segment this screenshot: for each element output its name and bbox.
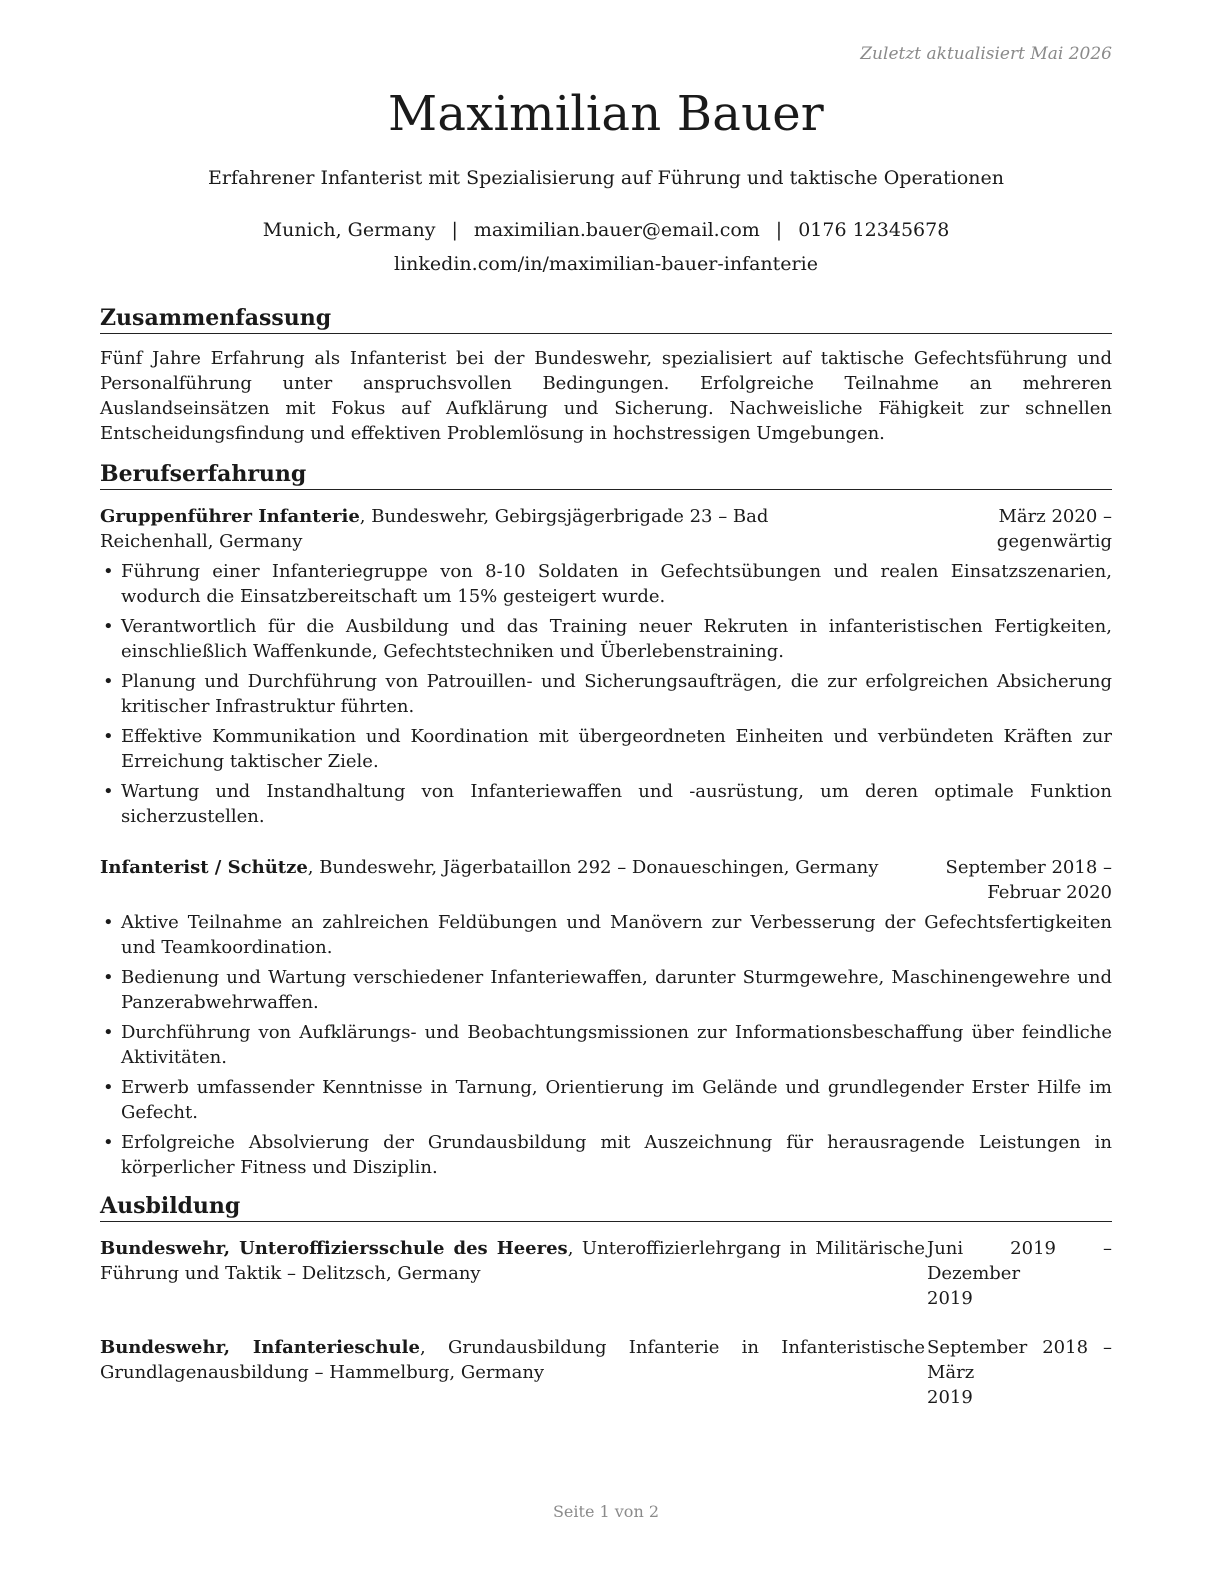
education-dates-end: 2019 (927, 1387, 973, 1408)
job-dates: März 2020 – gegenwärtig (996, 506, 1112, 552)
contact-line (100, 219, 1112, 241)
list-item (100, 1075, 1112, 1125)
bullet-icon: • (103, 616, 114, 637)
education-dates (927, 1236, 1112, 1311)
resume-content (100, 304, 1112, 1410)
job-details: , Bundeswehr, Gebirgsjägerbrigade 23 – Bad Reichenhall, Germany (100, 506, 769, 552)
contact-location: Munich, Germany (262, 219, 436, 241)
education-dates-start: Juni 2019 – Dezember (927, 1238, 1112, 1284)
list-item (100, 614, 1112, 664)
section-title-education: Ausbildung (100, 1192, 1112, 1222)
job-details: , Bundeswehr, Jägerbataillon 292 – Donaueschingen, Germany (307, 857, 879, 878)
list-item (100, 724, 1112, 774)
contact-linkedin[interactable]: linkedin.com/in/maximilian-bauer-infanterie (394, 253, 818, 275)
job-role: Gruppenführer Infanterie (100, 506, 360, 527)
contact-separator: | (451, 219, 458, 241)
job-header (100, 855, 1112, 905)
education-header (100, 1335, 1112, 1410)
contact-email[interactable]: maximilian.bauer@email.com (473, 219, 760, 241)
bullet-icon: • (103, 1132, 114, 1153)
job-title-line (100, 504, 883, 554)
education-header (100, 1236, 1112, 1311)
bullet-text: Bedienung und Wartung verschiedener Infanteriewaffen, darunter Sturmgewehre, Maschinengewehre und Panzerabwehrwaffen. (121, 967, 1112, 1013)
bullet-icon: • (103, 561, 114, 582)
section-title-experience: Berufserfahrung (100, 460, 1112, 490)
bullet-text: Verantwortlich für die Ausbildung und das Training neuer Rekruten in infanteristischen Fertigkeiten, einschließlich Waffenkunde, Gefechtstechniken und Überlebenstraining. (121, 616, 1112, 662)
last-updated-note: Zuletzt aktualisiert Mai 2026 (860, 44, 1112, 64)
bullet-text: Führung einer Infanteriegruppe von 8-10 Soldaten in Gefechtsübungen und realen Einsatzszenarien, wodurch die Einsatzbereitschaft um 15% gesteigert wurde. (121, 561, 1112, 607)
job-dates: September 2018 – Februar 2020 (945, 857, 1112, 903)
contact-phone[interactable]: 0176 12345678 (798, 219, 950, 241)
list-item (100, 779, 1112, 829)
bullet-text: Durchführung von Aufklärungs- und Beobachtungsmissionen zur Informationsbeschaffung über feindliche Aktivitäten. (121, 1022, 1112, 1068)
bullet-icon: • (103, 1022, 114, 1043)
bullet-icon: • (103, 781, 114, 802)
education-entry (100, 1236, 1112, 1311)
education-school: Bundeswehr, Infanterieschule (100, 1337, 420, 1358)
bullet-icon: • (103, 671, 114, 692)
bullet-icon: • (103, 726, 114, 747)
job-bullet-list (100, 559, 1112, 829)
bullet-text: Wartung und Instandhaltung von Infanteriewaffen und -ausrüstung, um deren optimale Funktion sicherzustellen. (121, 781, 1112, 827)
job-role: Infanterist / Schütze (100, 857, 308, 878)
bullet-icon: • (103, 1077, 114, 1098)
list-item (100, 910, 1112, 960)
education-title-line (100, 1236, 925, 1311)
job-entry (100, 855, 1112, 1180)
job-bullet-list (100, 910, 1112, 1180)
page-number: Seite 1 von 2 (552, 1502, 660, 1521)
section-title-summary: Zusammenfassung (100, 304, 1112, 334)
candidate-tagline: Erfahrener Infanterist mit Spezialisierung auf Führung und taktische Operationen (208, 167, 1004, 189)
education-dates (927, 1335, 1112, 1410)
list-item (100, 965, 1112, 1015)
bullet-text: Effektive Kommunikation und Koordination mit übergeordneten Einheiten und verbündeten Kräften zur Erreichung taktischer Ziele. (121, 726, 1112, 772)
bullet-text: Erfolgreiche Absolvierung der Grundausbildung mit Auszeichnung für herausragende Leistungen in körperlicher Fitness und Disziplin. (121, 1132, 1112, 1178)
list-item (100, 1130, 1112, 1180)
bullet-text: Planung und Durchführung von Patrouillen- und Sicherungsaufträgen, die zur erfolgreichen Absicherung kritischer Infrastruktur führten. (121, 671, 1112, 717)
education-details: , Unteroffizierlehrgang in Militärische Führung und Taktik – Delitzsch, Germany (100, 1238, 926, 1284)
education-entry (100, 1335, 1112, 1410)
bullet-text: Aktive Teilnahme an zahlreichen Feldübungen und Manövern zur Verbesserung der Gefechtsfertigkeiten und Teamkoordination. (121, 912, 1112, 958)
list-item (100, 559, 1112, 609)
bullet-icon: • (103, 967, 114, 988)
list-item (100, 1020, 1112, 1070)
summary-text: Fünf Jahre Erfahrung als Infanterist bei der Bundeswehr, spezialisiert auf taktische Gefechtsführung und Personalführung unter anspruchsvollen Bedingungen. Erfolgreiche Teilnahme an mehreren Auslandseinsätzen mit Fokus auf Aufklärung und Sicherung. Nachweisliche Fähigkeit zur schnellen Entscheidungsfindung und effektiven Problemlösung in hochstressigen Umgebungen. (100, 348, 1112, 444)
education-details: , Grundausbildung Infanterie in Infanteristische Grundlagenausbildung – Hammelburg, Germany (100, 1337, 926, 1383)
education-dates-start: September 2018 – März (927, 1337, 1112, 1383)
education-school: Bundeswehr, Unteroffiziersschule des Heeres (100, 1238, 568, 1259)
job-title-line (100, 855, 883, 905)
list-item (100, 669, 1112, 719)
resume-page (100, 0, 1112, 1584)
bullet-text: Erwerb umfassender Kenntnisse in Tarnung, Orientierung im Gelände und grundlegender Erster Hilfe im Gefecht. (121, 1077, 1112, 1123)
candidate-name: Maximilian Bauer (388, 86, 824, 142)
education-dates-end: 2019 (927, 1288, 973, 1309)
contact-separator: | (775, 219, 783, 241)
job-entry (100, 504, 1112, 829)
education-title-line (100, 1335, 925, 1410)
job-header (100, 504, 1112, 554)
bullet-icon: • (103, 912, 114, 933)
